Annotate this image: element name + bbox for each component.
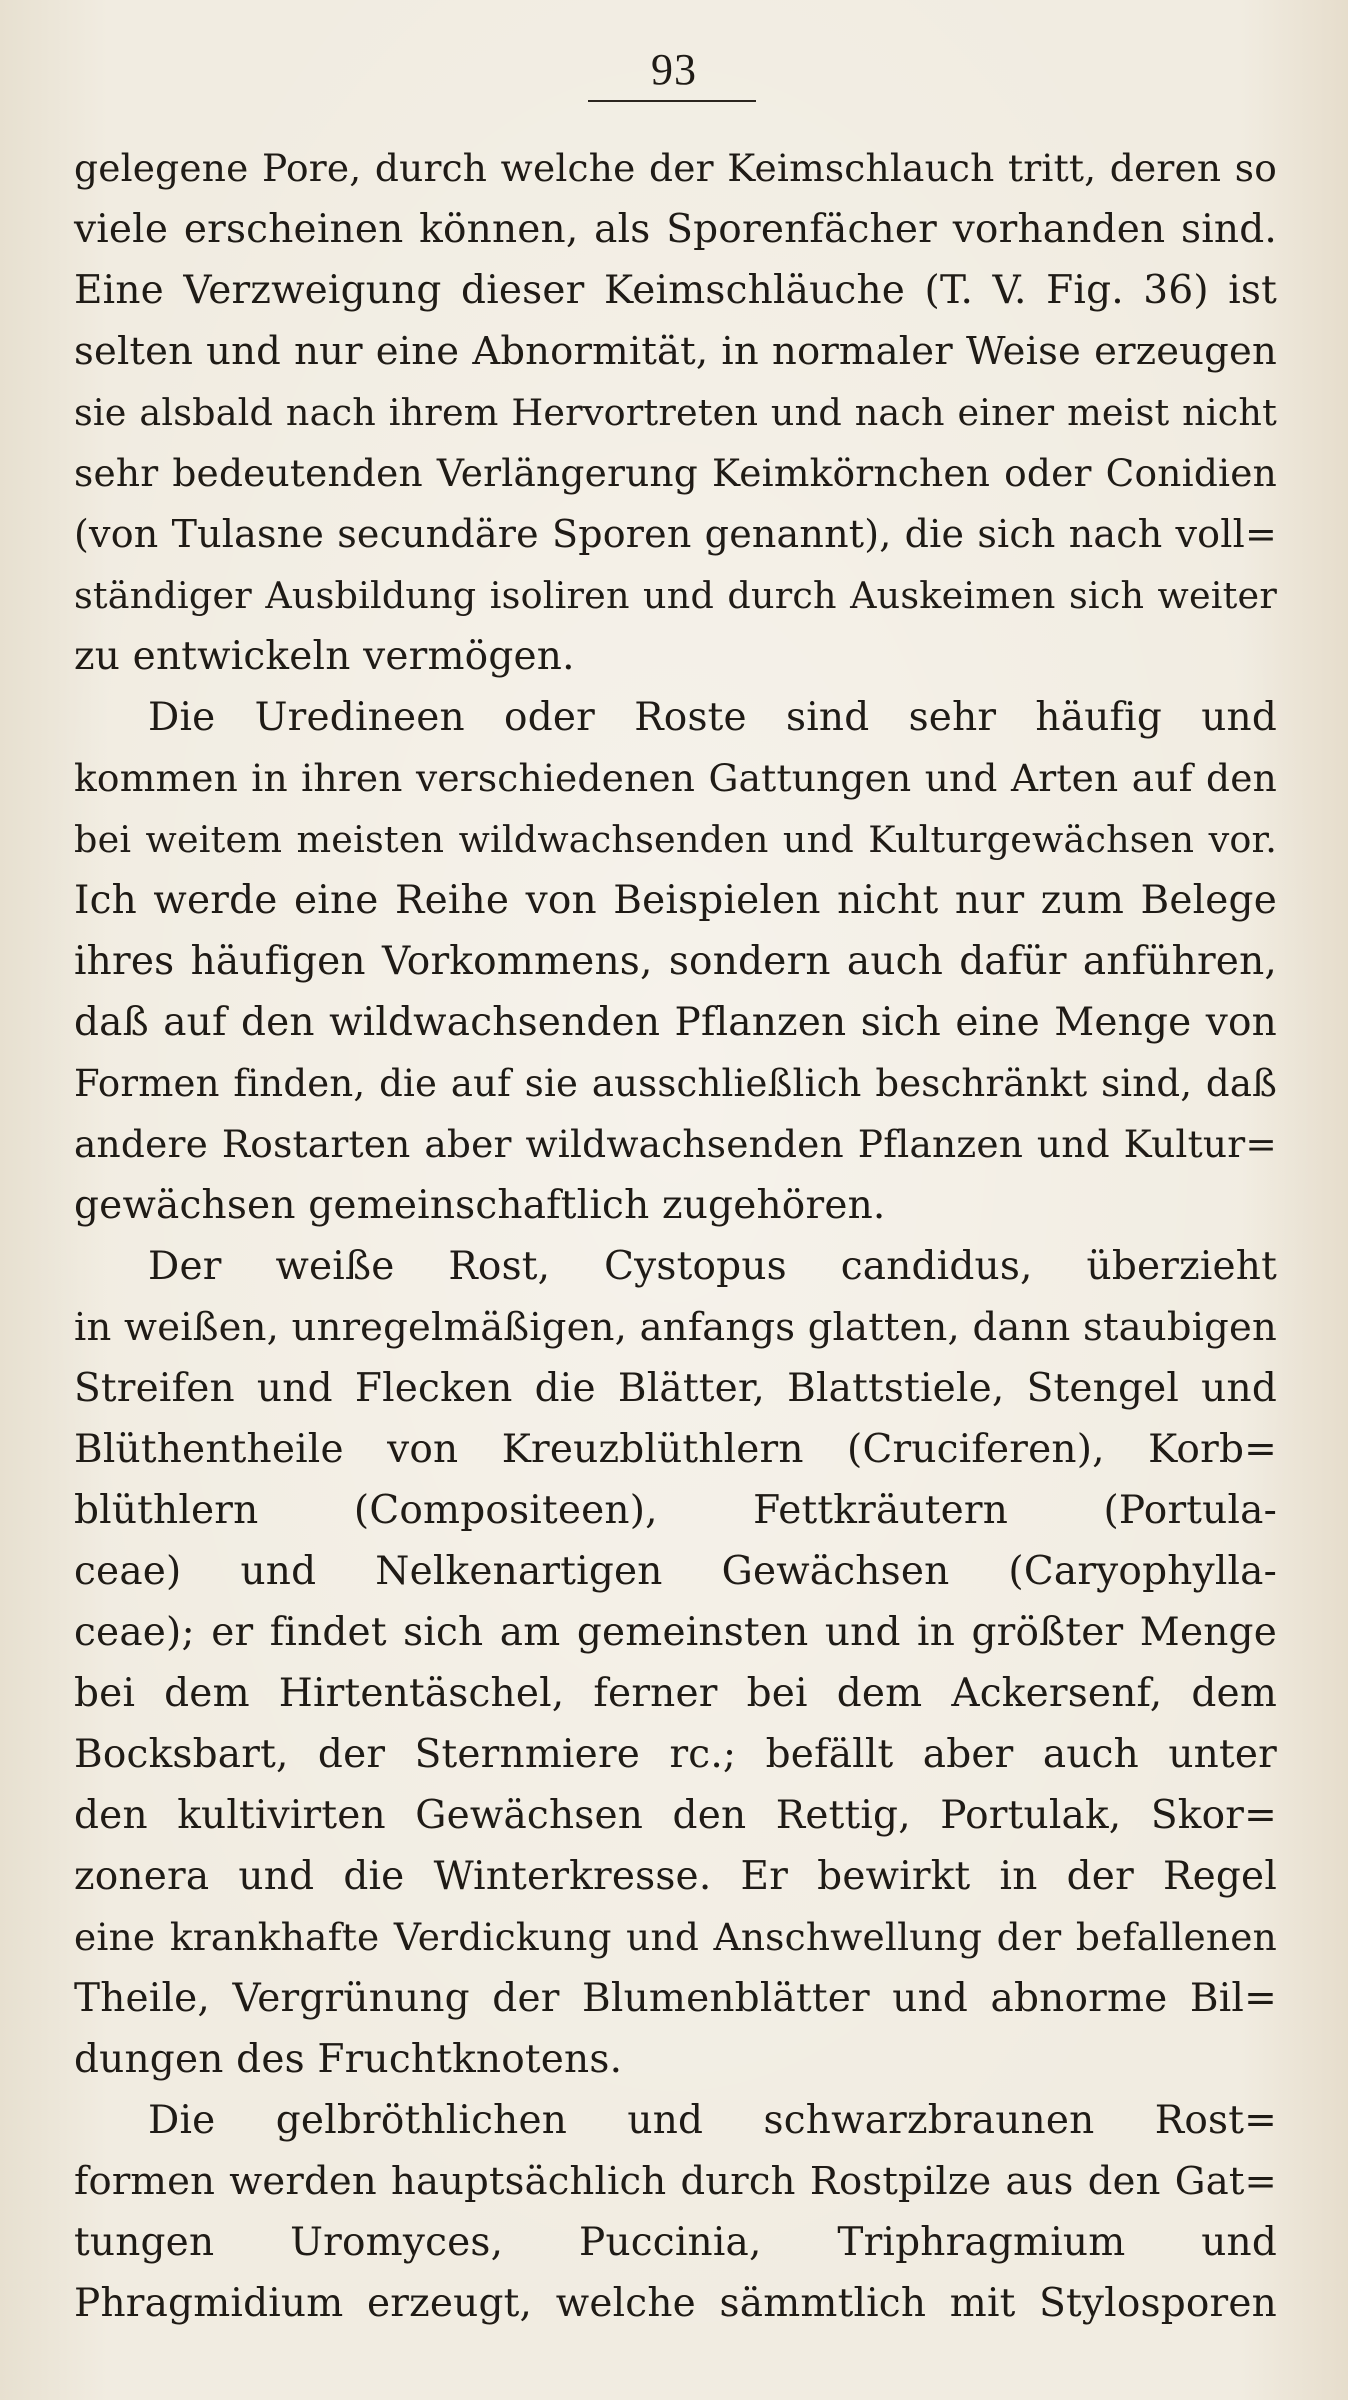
text-line: sie alsbald nach ihrem Hervortreten und nach einer meist nicht <box>74 391 1277 434</box>
text-line: Phragmidium erzeugt, welche sämmtlich mit Stylosporen <box>74 2281 1277 2326</box>
text-line: bei weitem meisten wildwachsenden und Kulturgewächsen vor. <box>74 818 1277 861</box>
text-line: gelegene Pore, durch welche der Keimschlauch tritt, deren so <box>74 146 1277 190</box>
page-number: 93 <box>651 45 697 94</box>
text-line: (von Tulasne secundäre Sporen genannt), die sich nach voll= <box>74 512 1277 556</box>
text-line: Streifen und Flecken die Blätter, Blattstiele, Stengel und <box>74 1366 1277 1411</box>
text-line: daß auf den wildwachsenden Pflanzen sich eine Menge von <box>74 1000 1277 1045</box>
text-line: Bocksbart, der Sternmiere rc.; befällt aber auch unter <box>74 1732 1277 1777</box>
text-line: dungen des Fruchtknotens. <box>74 2037 623 2082</box>
text-line: in weißen, unregelmäßigen, anfangs glatten, dann staubigen <box>74 1305 1277 1350</box>
text-line: zu entwickeln vermögen. <box>74 634 575 679</box>
paragraph-start-line: Der weiße Rost, Cystopus candidus, überzieht <box>148 1244 1277 1289</box>
text-line: Formen finden, die auf sie ausschließlich beschränkt sind, daß <box>74 1062 1277 1105</box>
paragraph-start-line: Die gelbröthlichen und schwarzbraunen Rost= <box>148 2098 1277 2143</box>
text-line: eine krankhafte Verdickung und Anschwellung der befallenen <box>74 1915 1277 1959</box>
text-line: tungen Uromyces, Puccinia, Triphragmium und <box>74 2220 1277 2265</box>
text-line: formen werden hauptsächlich durch Rostpilze aus den Gat= <box>74 2159 1277 2204</box>
page-header <box>0 44 1348 96</box>
text-line: Ich werde eine Reihe von Beispielen nicht nur zum Belege <box>74 878 1277 923</box>
text-line: gewächsen gemeinschaftlich zugehören. <box>74 1183 886 1228</box>
text-line: ihres häufigen Vorkommens, sondern auch dafür anführen, <box>74 939 1277 984</box>
text-line: bei dem Hirtentäschel, ferner bei dem Ackersenf, dem <box>74 1671 1277 1716</box>
header-rule <box>588 100 756 102</box>
text-line: ceae) und Nelkenartigen Gewächsen (Caryophylla- <box>74 1549 1277 1594</box>
text-line: kommen in ihren verschiedenen Gattungen und Arten auf den <box>74 756 1277 800</box>
text-line: sehr bedeutenden Verlängerung Keimkörnchen oder Conidien <box>74 451 1277 495</box>
text-line: Theile, Vergrünung der Blumenblätter und abnorme Bil= <box>74 1976 1277 2021</box>
text-line: ceae); er findet sich am gemeinsten und in größter Menge <box>74 1610 1277 1655</box>
text-line: andere Rostarten aber wildwachsenden Pflanzen und Kultur= <box>74 1122 1277 1166</box>
body-text <box>74 138 1277 2334</box>
text-line: selten und nur eine Abnormität, in normaler Weise erzeugen <box>74 329 1277 374</box>
text-line: viele erscheinen können, als Sporenfächer vorhanden sind. <box>74 207 1277 252</box>
paragraph-start-line: Die Uredineen oder Roste sind sehr häufig und <box>148 695 1277 740</box>
text-line: Blüthentheile von Kreuzblüthlern (Cruciferen), Korb= <box>74 1427 1277 1472</box>
text-line: zonera und die Winterkresse. Er bewirkt in der Regel <box>74 1854 1277 1899</box>
text-line: den kultivirten Gewächsen den Rettig, Portulak, Skor= <box>74 1793 1277 1838</box>
text-line: Eine Verzweigung dieser Keimschläuche (T. V. Fig. 36) ist <box>74 268 1277 313</box>
text-line: blüthlern (Compositeen), Fettkräutern (Portula- <box>74 1488 1277 1533</box>
text-line: ständiger Ausbildung isoliren und durch Auskeimen sich weiter <box>74 574 1277 617</box>
